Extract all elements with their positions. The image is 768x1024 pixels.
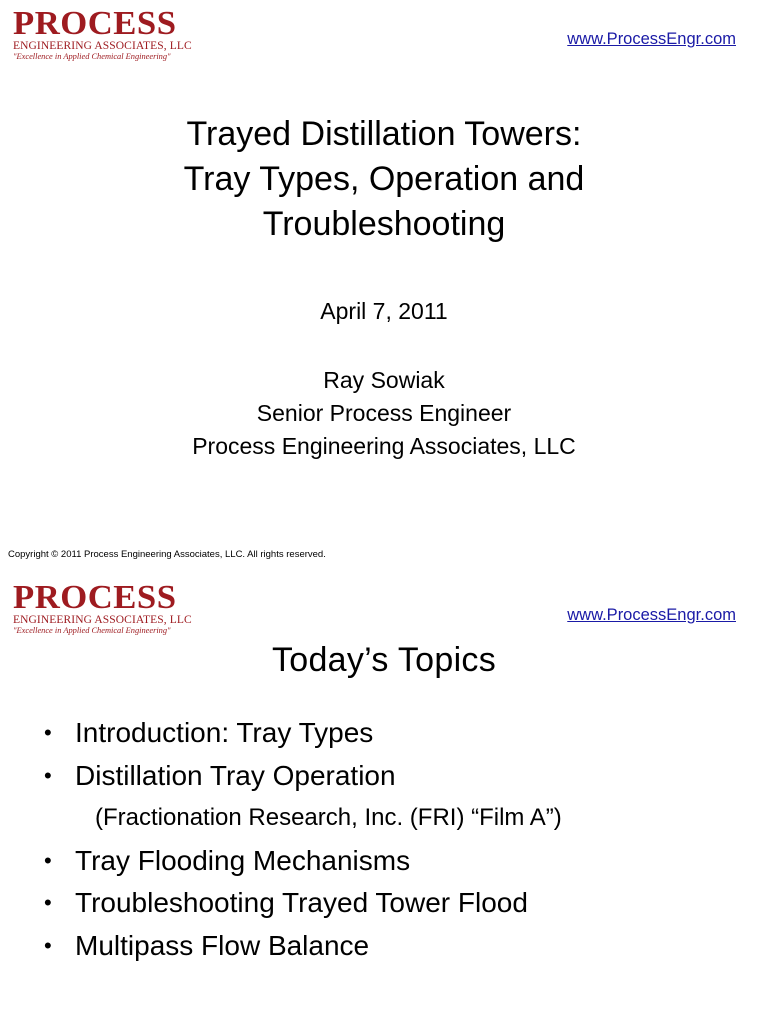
logo-tagline: "Excellence in Applied Chemical Engineering" [13, 626, 171, 635]
website-link[interactable]: www.ProcessEngr.com [567, 606, 736, 624]
logo-subtitle: ENGINEERING ASSOCIATES, LLC [13, 614, 192, 626]
bullet-icon: • [44, 762, 52, 788]
topic-text: Distillation Tray Operation [75, 759, 396, 791]
title-line: Trayed Distillation Towers: [186, 115, 582, 153]
logo-wordmark: PROCESS [13, 579, 177, 616]
bullet-icon: • [44, 720, 52, 745]
bullet-icon: • [44, 847, 52, 873]
author-company: Process Engineering Associates, LLC [192, 433, 576, 459]
copyright-notice: Copyright © 2011 Process Engineering Associates, LLC. All rights reserved. [8, 549, 326, 560]
author-role: Senior Process Engineer [256, 400, 512, 426]
logo-subtitle: ENGINEERING ASSOCIATES, LLC [13, 40, 192, 52]
topic-text: Multipass Flow Balance [75, 929, 370, 961]
logo-wordmark: PROCESS [13, 5, 177, 42]
slide-title: Today’s Topics [271, 641, 497, 679]
author-info [0, 364, 768, 463]
topic-subtext: (Fractionation Research, Inc. (FRI) “Film A”) [95, 804, 562, 831]
topic-text: Troubleshooting Trayed Tower Flood [75, 887, 528, 918]
title-line: Tray Types, Operation and [183, 160, 585, 198]
website-link[interactable]: www.ProcessEngr.com [567, 30, 736, 48]
slide-title [0, 112, 768, 247]
company-logo [13, 579, 192, 636]
bullet-icon: • [44, 890, 52, 915]
bullet-icon: • [44, 932, 52, 958]
logo-tagline: "Excellence in Applied Chemical Engineering" [13, 52, 171, 61]
company-logo [13, 5, 192, 62]
title-line: Troubleshooting [262, 205, 506, 243]
topic-text: Tray Flooding Mechanisms [75, 844, 411, 876]
author-name: Ray Sowiak [323, 367, 445, 393]
topics-slide [0, 576, 768, 1024]
topic-text: Introduction: Tray Types [75, 717, 374, 748]
presentation-date: April 7, 2011 [320, 298, 448, 324]
